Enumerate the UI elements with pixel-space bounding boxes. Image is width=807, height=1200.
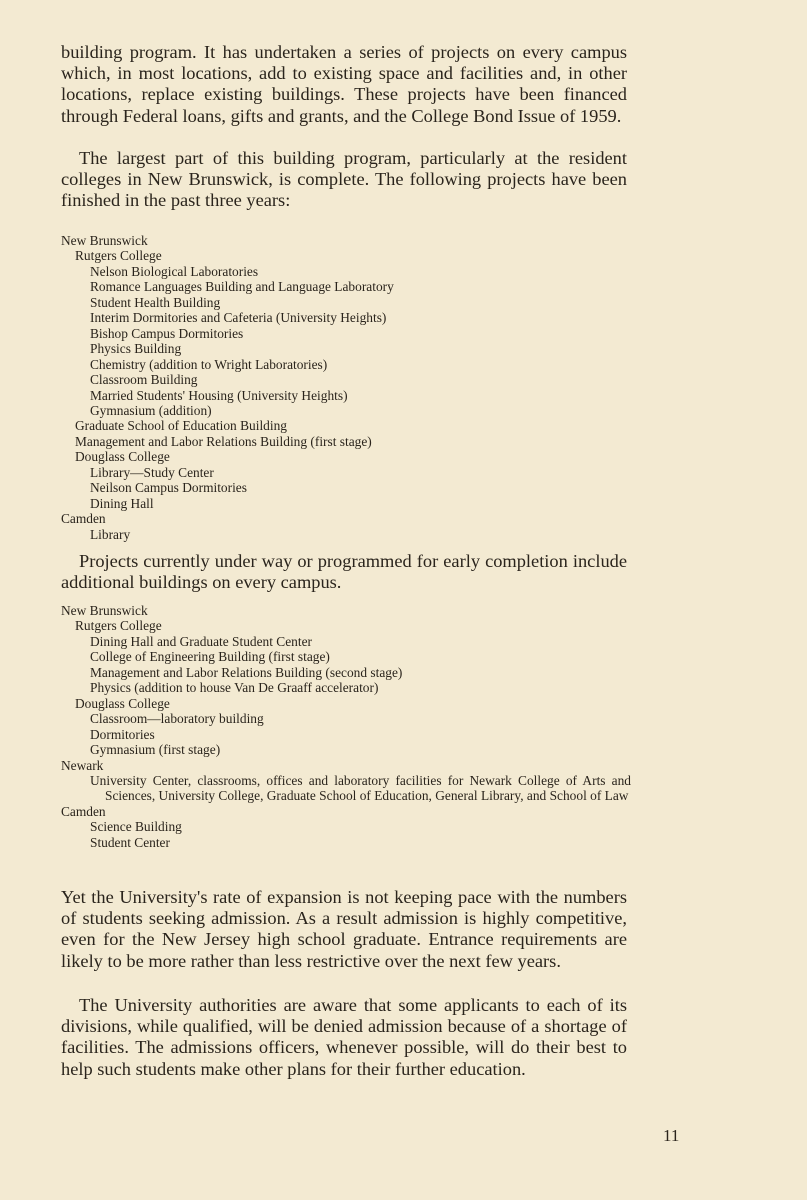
list-item: Chemistry (addition to Wright Laboratories) — [90, 356, 328, 372]
list-item: Romance Languages Building and Language Laboratory — [90, 279, 394, 295]
paragraph-rate-of-expansion: Yet the University's rate of expansion is not keeping pace with the numbers of students seeking admission. As a result admission is highly competitive, even for the New Jersey high school graduate. Entrance requirements are likely to be more rather than less restrictive over the next few years. — [61, 887, 627, 971]
list-item: Library — [90, 526, 131, 542]
paragraph-largest-part: The largest part of this building program, particularly at the resident colleges in New Brunswick, is complete. The following projects have been finished in the past three years: — [61, 148, 627, 211]
list-item: Neilson Campus Dormitories — [90, 480, 247, 496]
list-item: Dormitories — [90, 726, 155, 742]
list-item: Douglass College — [75, 449, 170, 465]
list-item: Graduate School of Education Building — [75, 418, 287, 434]
list-item: Management and Labor Relations Building (first stage) — [75, 433, 372, 449]
list-item: Interim Dormitories and Cafeteria (University Heights) — [90, 310, 387, 326]
paragraph-projects-underway: Projects currently under way or programmed for early completion include additional buildings on every campus. — [61, 551, 627, 593]
list-item: Science Building — [90, 819, 182, 835]
list-item: Nelson Biological Laboratories — [90, 263, 259, 279]
list-item: Rutgers College — [75, 618, 162, 634]
list-item: College of Engineering Building (first stage) — [90, 649, 330, 665]
list-item: Dining Hall — [90, 495, 154, 511]
planned-projects-list — [61, 603, 631, 850]
paragraph-university-authorities: The University authorities are aware that some applicants to each of its divisions, while qualified, will be denied admission because of a shortage of facilities. The admissions officers, whenever possible, will do their best to help such students make other plans for their further education. — [61, 995, 627, 1079]
list-item: Student Health Building — [90, 294, 221, 310]
list-item: Gymnasium (first stage) — [90, 742, 221, 758]
list-item: Newark — [61, 757, 104, 773]
list-item: Rutgers College — [75, 248, 162, 264]
list-item: Management and Labor Relations Building (second stage) — [90, 664, 403, 680]
list-item: Camden — [61, 511, 106, 527]
list-item: Gymnasium (addition) — [90, 402, 212, 418]
paragraph-building-program: building program. It has undertaken a series of projects on every campus which, in most locations, add to existing space and facilities and, in other locations, replace existing buildings. These projects have been financed through Federal loans, gifts and grants, and the College Bond Issue of 1959. — [61, 42, 627, 126]
list-item: Married Students' Housing (University Heights) — [90, 387, 348, 403]
list-item: Camden — [61, 803, 106, 819]
list-item: Library—Study Center — [90, 464, 214, 480]
list-item: Student Center — [90, 834, 170, 850]
list-item: Classroom—laboratory building — [90, 711, 264, 727]
completed-projects-list — [61, 233, 631, 542]
list-item: Douglass College — [75, 695, 170, 711]
list-item: University Center, classrooms, offices and laboratory facilities for Newark College of Arts and Sciences, University College, Graduate School of Education, General Library, and School of Law — [90, 772, 631, 804]
list-item: Physics Building — [90, 341, 182, 357]
list-item: Physics (addition to house Van De Graaff accelerator) — [90, 680, 379, 696]
list-item: Dining Hall and Graduate Student Center — [90, 633, 313, 649]
list-item: New Brunswick — [61, 233, 148, 248]
list-item: New Brunswick — [61, 603, 148, 618]
list-item: Classroom Building — [90, 372, 198, 388]
list-item: Bishop Campus Dormitories — [90, 325, 244, 341]
page-number: 11 — [663, 1126, 680, 1145]
